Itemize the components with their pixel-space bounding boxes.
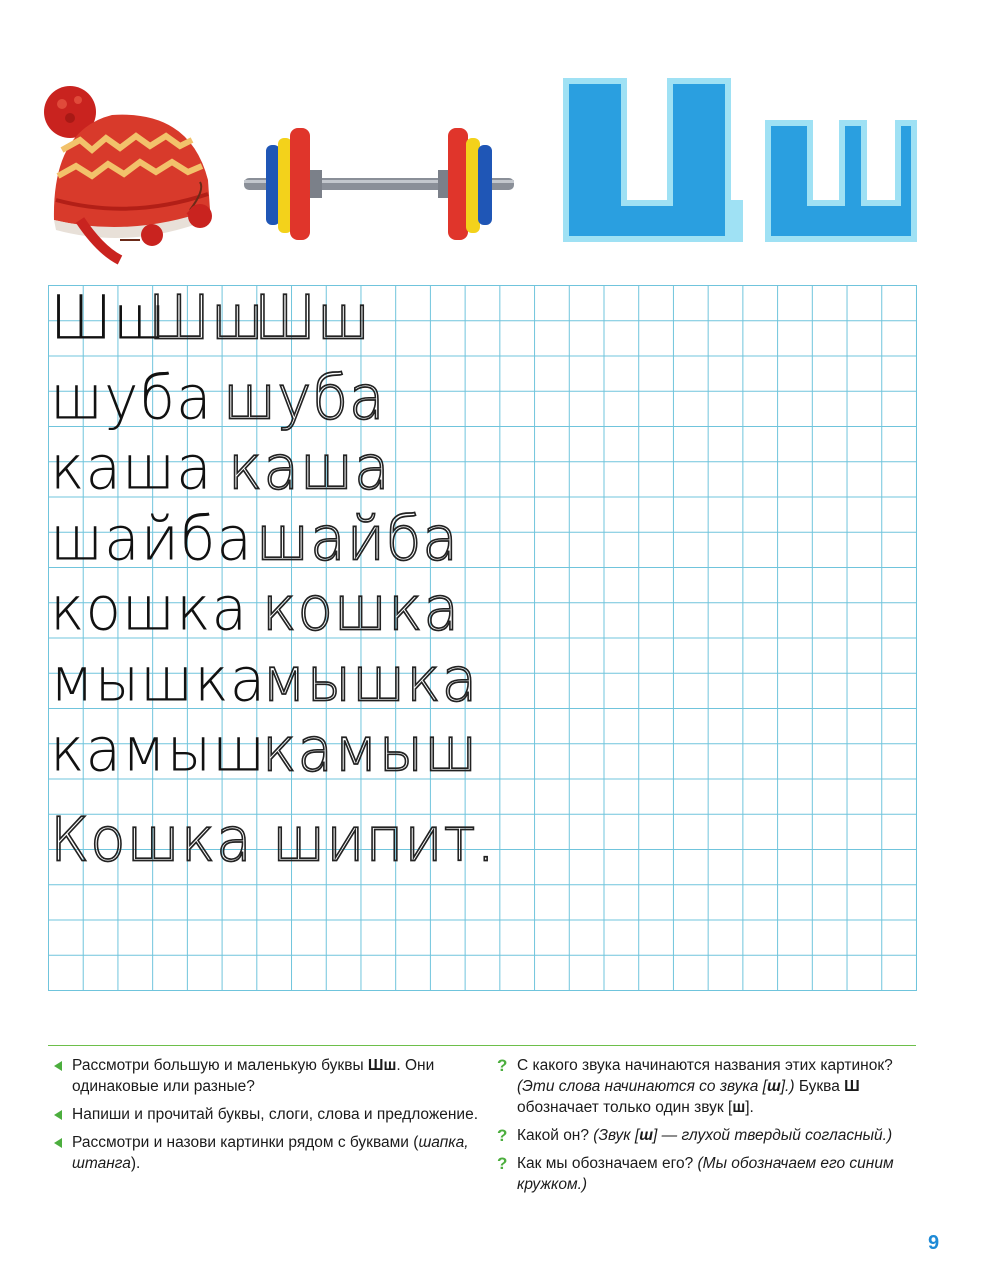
- instructions-left: [52, 1055, 480, 1181]
- traced-word: шайба: [256, 502, 459, 575]
- traced-word: каша: [228, 431, 391, 504]
- solid-word: кошка: [50, 572, 249, 645]
- solid-word: камыш: [50, 713, 267, 786]
- grid-row-word: [48, 713, 916, 789]
- answer-bold: ш: [639, 1127, 654, 1144]
- grid-row-sentence: [48, 803, 916, 879]
- question-text: Какой он?: [517, 1127, 594, 1144]
- question-mark-icon: ?: [497, 1056, 508, 1075]
- solid-word: мышка: [50, 643, 267, 716]
- answer-text: (Эти слова начинаются со звука [: [517, 1078, 767, 1095]
- note-text: ).: [130, 1155, 141, 1172]
- page-number: 9: [928, 1232, 940, 1254]
- triangle-bullet-icon: [54, 1110, 62, 1120]
- note-italic: шапка, штанга: [72, 1134, 469, 1172]
- writing-grid: [48, 281, 917, 991]
- traced-word: камыш: [262, 713, 479, 786]
- question-mark-icon: ?: [497, 1154, 508, 1173]
- note-text: Напиши и прочитай буквы, слоги, слова и предложение.: [72, 1106, 479, 1123]
- answer-text: (Звук [: [593, 1127, 640, 1144]
- note-bold: Шш: [367, 1057, 397, 1074]
- instruction-item: [52, 1055, 480, 1097]
- questions-right: [497, 1055, 922, 1202]
- question-text: обозначает только один звук [: [517, 1099, 733, 1116]
- hat-picture: [40, 70, 220, 270]
- grid-row-word: [48, 502, 916, 578]
- note-text: Рассмотри большую и маленькую буквы: [72, 1057, 368, 1074]
- question-text: Буква: [794, 1078, 845, 1095]
- answer-text: ].): [780, 1078, 795, 1095]
- triangle-bullet-icon: [54, 1138, 62, 1148]
- instruction-item: [52, 1132, 480, 1174]
- solid-word: Шш: [50, 281, 168, 354]
- question-item: [497, 1055, 922, 1118]
- question-mark-icon: ?: [497, 1126, 508, 1145]
- triangle-bullet-icon: [54, 1061, 62, 1071]
- divider-line: [48, 1045, 916, 1046]
- solid-word: каша: [50, 431, 213, 504]
- question-text: Как мы обозначаем его?: [517, 1155, 698, 1172]
- traced-word: мышка: [262, 643, 479, 716]
- question-text: С какого звука начинаются названия этих картинок?: [517, 1057, 893, 1074]
- grid-row-word: [48, 361, 916, 437]
- traced-word: Шш: [148, 281, 266, 354]
- traced-word: шуба: [223, 361, 386, 434]
- answer-text: (Мы обозначаем его синим кружком.): [517, 1155, 894, 1193]
- grid-row-word: [48, 643, 916, 719]
- grid-row-word: [48, 572, 916, 648]
- question-text: ].: [745, 1099, 754, 1116]
- answer-bold: ш: [766, 1078, 781, 1095]
- grid-row-letters: [48, 281, 916, 355]
- big-letters-sh: [555, 70, 925, 250]
- solid-word: шайба: [50, 502, 253, 575]
- traced-word: Шш: [254, 281, 372, 354]
- traced-word: кошка: [262, 572, 461, 645]
- note-text: Рассмотри и назови картинки рядом с буквами (: [72, 1134, 419, 1151]
- question-item: [497, 1125, 922, 1146]
- question-item: [497, 1153, 922, 1195]
- solid-word: шуба: [50, 361, 213, 434]
- question-bold: Ш: [844, 1078, 860, 1095]
- barbell-picture: [238, 120, 523, 250]
- note-text: . Они одинаковые или разные?: [72, 1057, 435, 1095]
- grid-row-word: [48, 431, 916, 507]
- answer-text: ] — глухой твердый согласный.): [653, 1127, 893, 1144]
- traced-sentence: Кошка шипит.: [50, 803, 496, 876]
- instruction-item: [52, 1104, 480, 1125]
- question-bold: ш: [732, 1099, 746, 1116]
